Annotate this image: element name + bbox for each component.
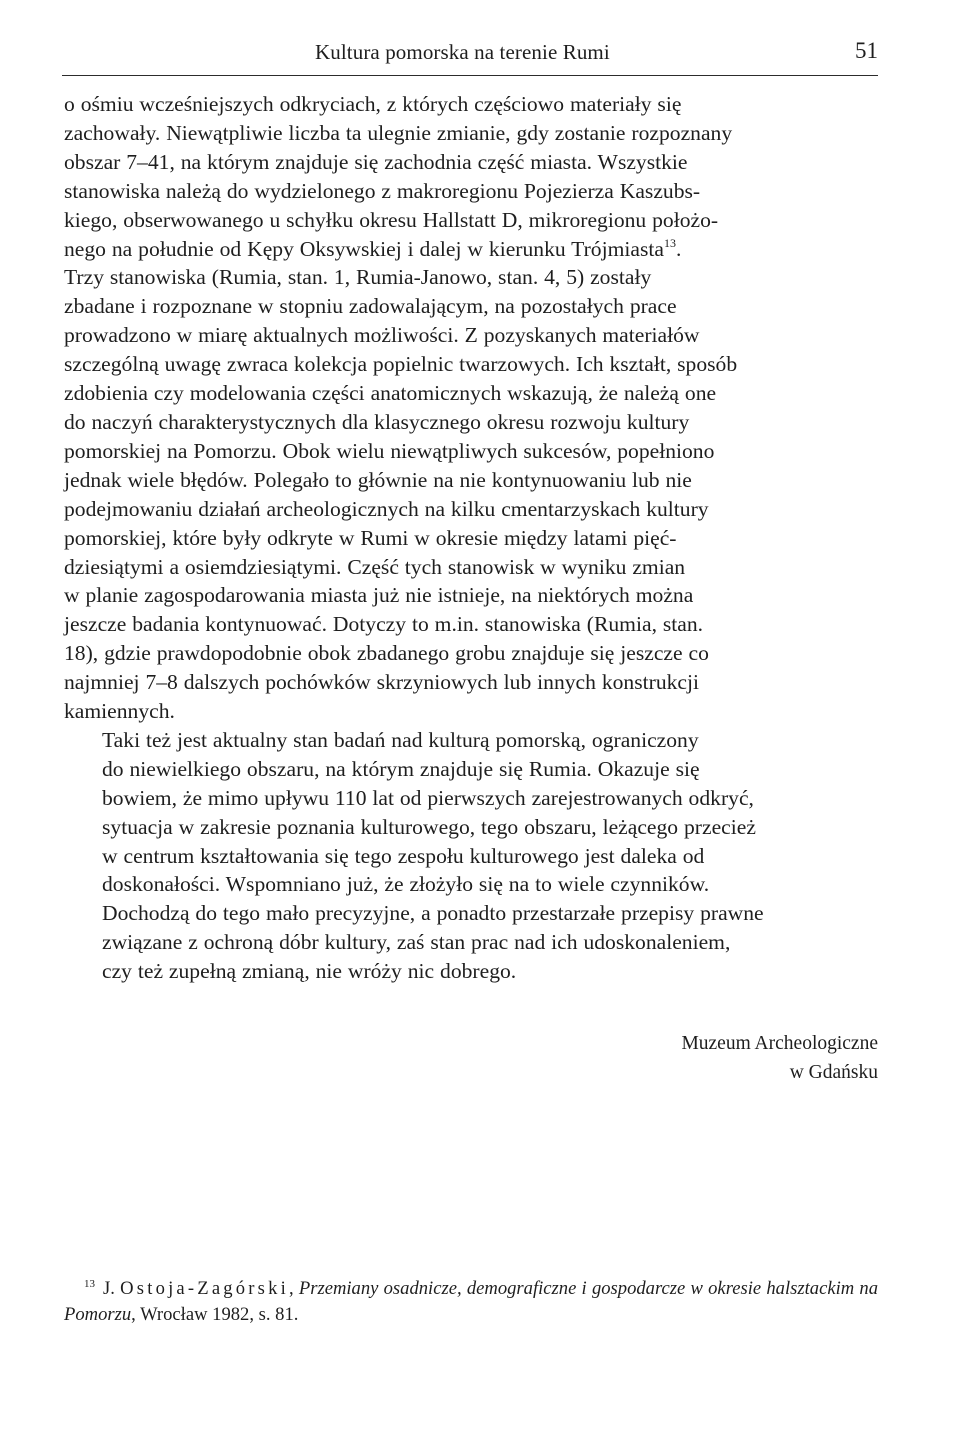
text-line: zdobienia czy modelowania części anatomicznych wskazują, że należą one (64, 381, 717, 406)
text-line: stanowiska należą do wydzielonego z makroregionu Pojezierza Kaszubs- (64, 178, 701, 203)
text-line: zachowały. Niewątpliwie liczba ta ulegnie zmianie, gdy zostanie rozpoznany (64, 120, 733, 145)
text-line: czy też zupełną zmianą, nie wróży nic dobrego. (102, 959, 517, 984)
footnote-reference[interactable]: 13 (663, 235, 676, 250)
footnote-author-initial: J. (103, 1278, 115, 1299)
footnotes (64, 1276, 878, 1328)
text-line: Dochodzą do tego mało precyzyjne, a ponadto przestarzałe przepisy prawne (102, 901, 764, 926)
text-line: kamiennych. (64, 699, 175, 724)
paragraph-1 (64, 90, 878, 726)
text-line: pomorskiej na Pomorzu. Obok wielu niewątpliwych sukcesów, popełniono (64, 438, 715, 463)
text-line: kiego, obserwowanego u schyłku okresu Hallstatt D, mikroregionu położo- (64, 207, 719, 232)
affiliation-institution: Muzeum Archeologiczne (681, 1033, 878, 1054)
text-line: jeszcze badania kontynuować. Dotyczy to m.in. stanowiska (Rumia, stan. (64, 612, 704, 637)
footnote-13: $^{13}$ J. Ostoja-Zagórski, Przemiany osadnicze, demograficzne i gospodarcze w okresie halsztackim na Pomorzu, Wrocław 1982, s. 81. (64, 1278, 879, 1325)
text-line: sytuacja w zakresie poznania kulturowego, tego obszaru, leżącego przecież (102, 814, 756, 839)
running-header (62, 36, 878, 72)
paragraph-2 (64, 726, 878, 986)
text-line: nego na południe od Kępy Oksywskiej i dalej w kierunku Trójmiasta (64, 236, 664, 261)
footnote-author-surname: Ostoja-Zagórski (120, 1278, 289, 1299)
footnote-ref-suffix: . (675, 236, 682, 261)
text-line: pomorskiej, które były odkryte w Rumi w okresie między latami pięć- (64, 525, 677, 550)
header-rule (62, 75, 878, 76)
text-line: do naczyń charakterystycznych dla klasycznego okresu rozwoju kultury (64, 409, 690, 434)
text-line: o ośmiu wcześniejszych odkryciach, z których częściowo materiały się (64, 92, 682, 116)
text-line: Taki też jest aktualny stan badań nad kulturą pomorską, ograniczony (102, 727, 699, 752)
footnote-publication: Wrocław 1982, s. 81. (140, 1304, 299, 1325)
text-line: szczególną uwagę zwraca kolekcja popielnic twarzowych. Ich kształt, sposób (64, 352, 738, 377)
text-line: do niewielkiego obszaru, na którym znajduje się Rumia. Okazuje się (102, 756, 700, 781)
text-line: podejmowaniu działań archeologicznych na kilku cmentarzyskach kultury (64, 496, 709, 521)
running-title: Kultura pomorska na terenie Rumi (315, 40, 610, 64)
affiliation-city: w Gdańsku (789, 1062, 878, 1083)
article-body (64, 90, 878, 986)
text-line: bowiem, że mimo upływu 110 lat od pierwszych zarejestrowanych odkryć, (102, 785, 754, 810)
text-line: w centrum kształtowania się tego zespołu kulturowego jest daleka od (102, 843, 705, 868)
text-line: dziesiątymi a osiemdziesiątymi. Część tych stanowisk w wyniku zmian (64, 554, 686, 579)
footnote-number: 13 (84, 1278, 95, 1290)
text-line: doskonałości. Wspomniano już, że złożyło się na to wiele czynników. (102, 872, 710, 897)
author-affiliation (681, 1029, 878, 1087)
text-line-with-footnote (64, 235, 878, 264)
text-line: związane z ochroną dóbr kultury, zaś stan prac nad ich udoskonaleniem, (102, 930, 731, 955)
text-line: obszar 7–41, na którym znajduje się zachodnia część miasta. Wszystkie (64, 149, 688, 174)
footnote-title: Przemiany osadnicze, demograficzne i gospodarcze w okresie halsztackim na Pomorzu (64, 1278, 879, 1325)
text-line: prowadzono w miarę aktualnych możliwości. Z pozyskanych materiałów (64, 323, 700, 348)
text-line: w planie zagospodarowania miasta już nie istnieje, na niektórych można (64, 583, 694, 608)
text-line: zbadane i rozpoznane w stopniu zadowalającym, na pozostałych prace (64, 294, 677, 319)
text-line: najmniej 7–8 dalszych pochówków skrzyniowych lub innych konstrukcji (64, 670, 700, 695)
text-line: jednak wiele błędów. Polegało to głównie na nie kontynuowaniu lub nie (64, 467, 692, 492)
text-line: Trzy stanowiska (Rumia, stan. 1, Rumia-Janowo, stan. 4, 5) zostały (64, 265, 652, 290)
text-line: 18), gdzie prawdopodobnie obok zbadanego grobu znajduje się jeszcze co (64, 641, 709, 666)
page-number: 51 (855, 38, 878, 63)
